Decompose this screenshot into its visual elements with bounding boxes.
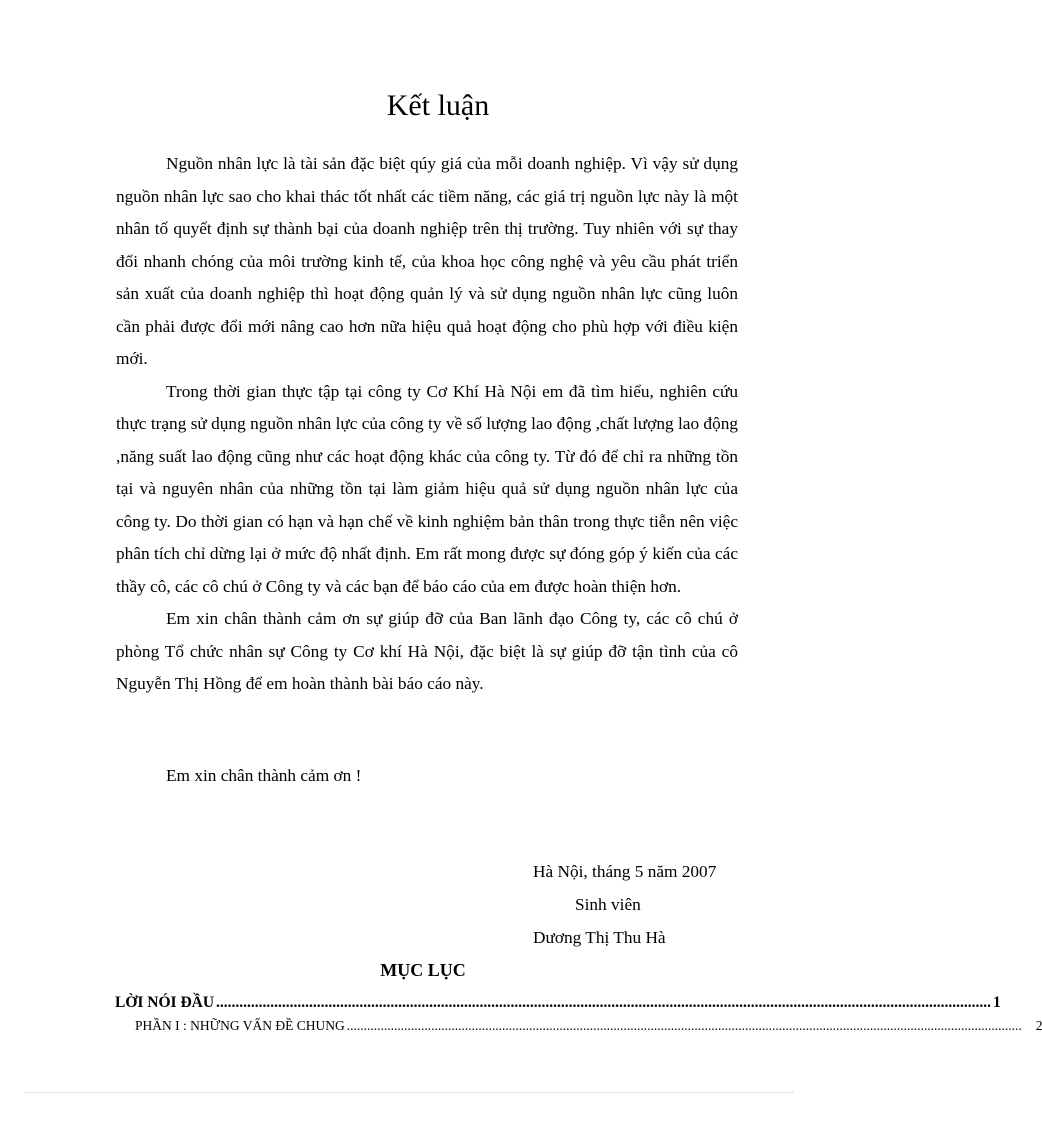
toc-title: MỤC LỤC [380, 960, 466, 980]
toc-entry[interactable] [135, 1015, 1042, 1037]
paragraph-3: Em xin chân thành cảm ơn sự giúp đỡ của Ban lãnh đạo Công ty, các cô chú ở phòng Tổ chức nhân sự Công ty Cơ khí Hà Nội, đặc biệt là sự giúp đỡ tận tình của cô Nguyễn Thị Hồng để em hoàn thành bài báo cáo này. [116, 609, 738, 693]
paragraph-2: Trong thời gian thực tập tại công ty Cơ Khí Hà Nội em đã tìm hiểu, nghiên cứu thực trạng sử dụng nguồn nhân lực của công ty về số lượng lao động ,chất lượng lao động ,năng suất lao động cũng như các hoạt động khác của công ty. Từ đó để chỉ ra những tồn tại và nguyên nhân của những tồn tại làm giảm hiệu quả sử dụng nguồn nhân lực của công ty. Do thời gian có hạn và hạn chế về kinh nghiệm bản thân trong thực tiễn nên việc phân tích chỉ dừng lại ở mức độ nhất định. Em rất mong được sự đóng góp ý kiến của các thầy cô, các cô chú ở Công ty và các bạn để báo cáo của em được hoàn thiện hơn. [116, 381, 738, 596]
page-divider [25, 1092, 793, 1093]
conclusion-body [116, 148, 738, 701]
toc-leader-dots: ........................................................................................................................................................................................................ [216, 994, 992, 1011]
paragraph-1: Nguồn nhân lực là tài sản đặc biệt qúy giá của mỗi doanh nghiệp. Vì vậy sử dụng nguồn nhân lực sao cho khai thác tốt nhất các tiềm năng, các giá trị nguồn lực này là một nhân tố quyết định sự thành bại của doanh nghiệp trên thị trường. Tuy nhiên với sự thay đổi nhanh chóng của môi trường kinh tế, của khoa học công nghệ và yêu cầu phát triển sản xuất của doanh nghiệp thì hoạt động quản lý và sử dụng nguồn nhân lực cũng luôn cần phải được đổi mới nâng cao hơn nữa hiệu quả hoạt động cho phù hợp với điều kiện mới. [116, 154, 738, 368]
closing-thanks: Em xin chân thành cảm ơn ! [166, 766, 362, 785]
toc-entry-page: 1 [993, 994, 1001, 1011]
toc-entry-label: LỜI NÓI ĐẦU [115, 994, 215, 1011]
toc-entry-label: PHẦN I : NHỮNG VẤN ĐỀ CHUNG [135, 1018, 345, 1033]
signature-place-date: Hà Nội, tháng 5 năm 2007 [533, 862, 717, 881]
toc-leader-dots: ........................................................................................................................................................................................................ [346, 1018, 1022, 1033]
toc-entry-page: 2 [1035, 1018, 1042, 1033]
signature-name: Dương Thị Thu Hà [533, 928, 666, 947]
toc-entry[interactable] [115, 992, 1001, 1014]
signature-block [533, 855, 716, 954]
signature-role: Sinh viên [575, 895, 641, 914]
page-title: Kết luận [386, 89, 490, 122]
